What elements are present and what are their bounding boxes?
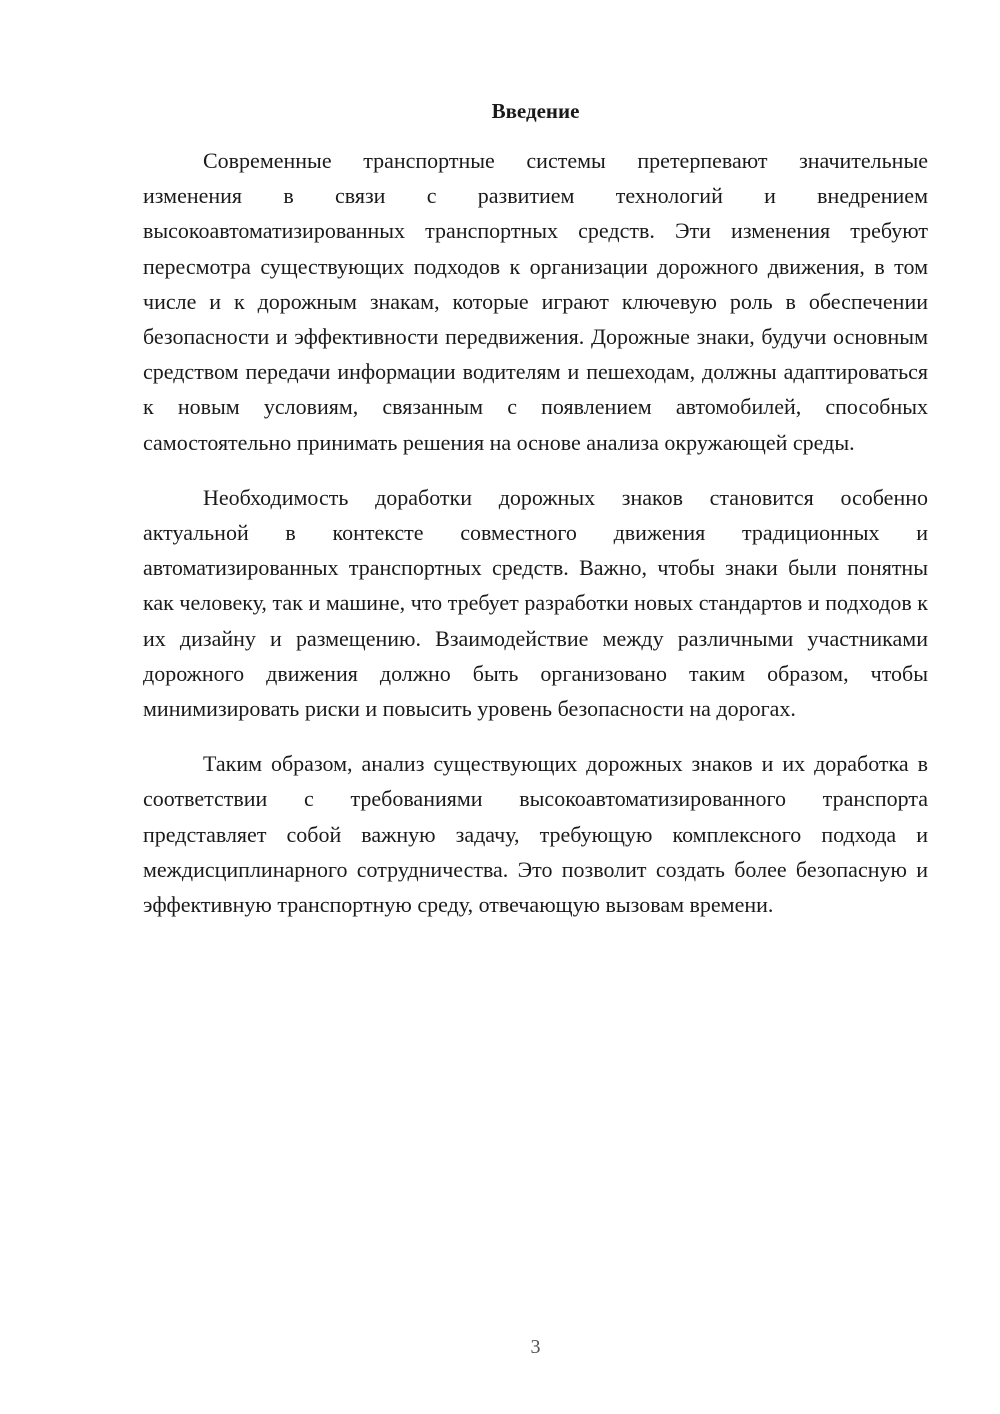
section-body [143, 143, 928, 942]
body-paragraph-2: Необходимость доработки дорожных знаков становится особенно актуальной в контексте совместного движения традиционных и автоматизированных транспортных средств. Важно, чтобы знаки были понятны как человеку, так и машине, что требует разработки новых стандартов и подходов к их дизайну и размещению. Взаимодействие между различными участниками дорожного движения должно быть организовано таким образом, чтобы минимизировать риски и повысить уровень безопасности на дорогах. [143, 484, 928, 722]
section-heading: Введение [491, 99, 580, 123]
page-number: 3 [530, 1336, 541, 1358]
body-paragraph-1: Современные транспортные системы претерпевают значительные изменения в связи с развитием технологий и внедрением высокоавтоматизированных транспортных средств. Эти изменения требуют пересмотра существующих подходов к организации дорожного движения, в том числе и к дорожным знакам, которые играют ключевую роль в обеспечении безопасности и эффективности передвижения. Дорожные знаки, будучи основным средством передачи информации водителям и пешеходам, должны адаптироваться к новым условиям, связанным с появлением автомобилей, способных самостоятельно принимать решения на основе анализа окружающей среды. [143, 148, 928, 455]
body-paragraph-3: Таким образом, анализ существующих дорожных знаков и их доработка в соответствии с требованиями высокоавтоматизированного транспорта представляет собой важную задачу, требующую комплексного подхода и междисциплинарного сотрудничества. Это позволит создать более безопасную и эффективную транспортную среду, отвечающую вызовам времени. [143, 751, 928, 918]
